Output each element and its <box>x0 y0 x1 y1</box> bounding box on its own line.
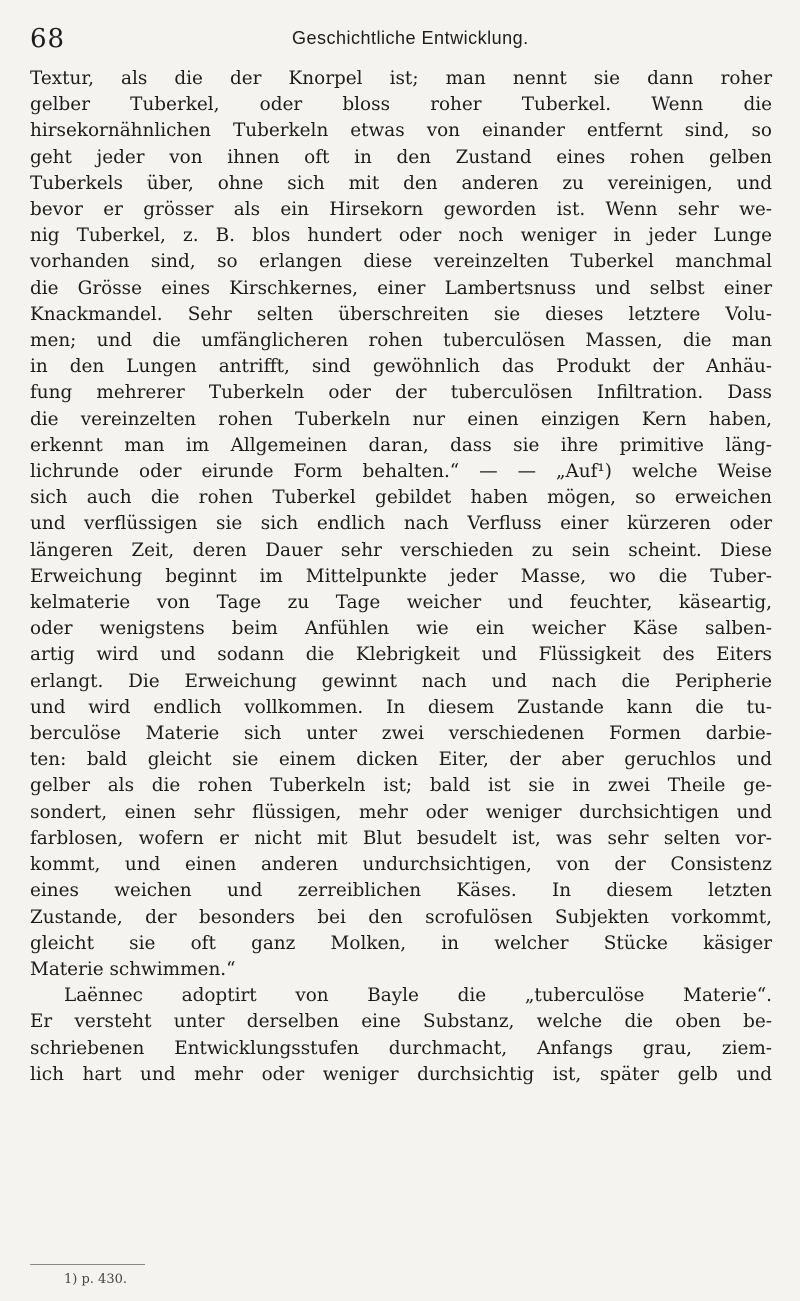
text-line: Materie schwimmen.“ <box>30 958 236 980</box>
text-line: lichrunde oder eirunde Form behalten.“ — — „Auf¹) welche Weise <box>30 461 772 483</box>
text-line: gelber Tuberkel, oder bloss roher Tuberkel. Wenn die <box>30 94 772 116</box>
text-line: vorhanden sind, so erlangen diese vereinzelten Tuberkel manchmal <box>30 251 772 273</box>
text-line: men; und die umfänglicheren rohen tuberculösen Massen, die man <box>30 330 772 352</box>
text-line: berculöse Materie sich unter zwei verschiedenen Formen darbie- <box>30 723 772 745</box>
running-head: Geschichtliche Entwicklung. <box>292 28 529 48</box>
text-line: in den Lungen antrifft, sind gewöhnlich das Produkt der Anhäu- <box>30 356 772 378</box>
text-line: gleicht sie oft ganz Molken, in welcher Stücke käsiger <box>30 932 772 954</box>
text-line: kommt, und einen anderen undurchsichtigen, von der Consistenz <box>30 854 772 876</box>
text-line: geht jeder von ihnen oft in den Zustand eines rohen gelben <box>30 146 772 168</box>
text-line: und verflüssigen sie sich endlich nach Verfluss einer kürzeren oder <box>30 513 772 535</box>
text-line: hirsekornähnlichen Tuberkeln etwas von einander entfernt sind, so <box>30 120 772 142</box>
text-line: lich hart und mehr oder weniger durchsichtig ist, später gelb und <box>30 1063 772 1085</box>
body-text <box>30 66 772 1088</box>
text-line: Laënnec adoptirt von Bayle die „tuberculöse Materie“. <box>64 985 772 1007</box>
text-line: Erweichung beginnt im Mittelpunkte jeder Masse, wo die Tuber- <box>30 565 772 587</box>
text-line: nig Tuberkel, z. B. blos hundert oder noch weniger in jeder Lunge <box>30 225 772 247</box>
footnote: 1) p. 430. <box>64 1272 128 1287</box>
text-line: artig wird und sodann die Klebrigkeit und Flüssigkeit des Eiters <box>30 644 772 666</box>
text-line: erlangt. Die Erweichung gewinnt nach und nach die Peripherie <box>30 670 772 692</box>
text-line: Knackmandel. Sehr selten überschreiten sie dieses letztere Volu- <box>30 303 772 325</box>
text-line: Zustande, der besonders bei den scrofulösen Subjekten vorkommt, <box>30 906 772 928</box>
text-line: Er versteht unter derselben eine Substanz, welche die oben be- <box>30 1011 772 1033</box>
text-line: gelber als die rohen Tuberkeln ist; bald ist sie in zwei Theile ge- <box>30 775 772 797</box>
text-line: bevor er grösser als ein Hirsekorn geworden ist. Wenn sehr we- <box>30 199 772 221</box>
text-line: sich auch die rohen Tuberkel gebildet haben mögen, so erweichen <box>30 487 772 509</box>
footnote-rule <box>30 1264 145 1265</box>
text-line: farblosen, wofern er nicht mit Blut besudelt ist, was sehr selten vor- <box>30 827 772 849</box>
text-line: die Grösse eines Kirschkernes, einer Lambertsnuss und selbst einer <box>30 277 772 299</box>
text-line: und wird endlich vollkommen. In diesem Zustande kann die tu- <box>30 696 772 718</box>
text-line: sondert, einen sehr flüssigen, mehr oder weniger durchsichtigen und <box>30 801 772 823</box>
text-line: die vereinzelten rohen Tuberkeln nur einen einzigen Kern haben, <box>30 408 772 430</box>
page-number: 68 <box>30 24 66 54</box>
text-line: eines weichen und zerreiblichen Käses. In diesem letzten <box>30 880 772 902</box>
text-line: ten: bald gleicht sie einem dicken Eiter, der aber geruchlos und <box>30 749 772 771</box>
text-line: längeren Zeit, deren Dauer sehr verschieden zu sein scheint. Diese <box>30 539 772 561</box>
text-line: Textur, als die der Knorpel ist; man nennt sie dann roher <box>30 68 772 89</box>
text-line: schriebenen Entwicklungsstufen durchmacht, Anfangs grau, ziem- <box>30 1037 772 1059</box>
text-line: Tuberkels über, ohne sich mit den anderen zu vereinigen, und <box>30 172 772 194</box>
text-line: erkennt man im Allgemeinen daran, dass sie ihre primitive läng- <box>30 434 772 456</box>
text-line: kelmaterie von Tage zu Tage weicher und feuchter, käseartig, <box>30 592 772 614</box>
text-line: oder wenigstens beim Anfühlen wie ein weicher Käse salben- <box>30 618 772 640</box>
page-header <box>0 24 800 54</box>
text-line: fung mehrerer Tuberkeln oder der tuberculösen Infiltration. Dass <box>30 382 772 404</box>
